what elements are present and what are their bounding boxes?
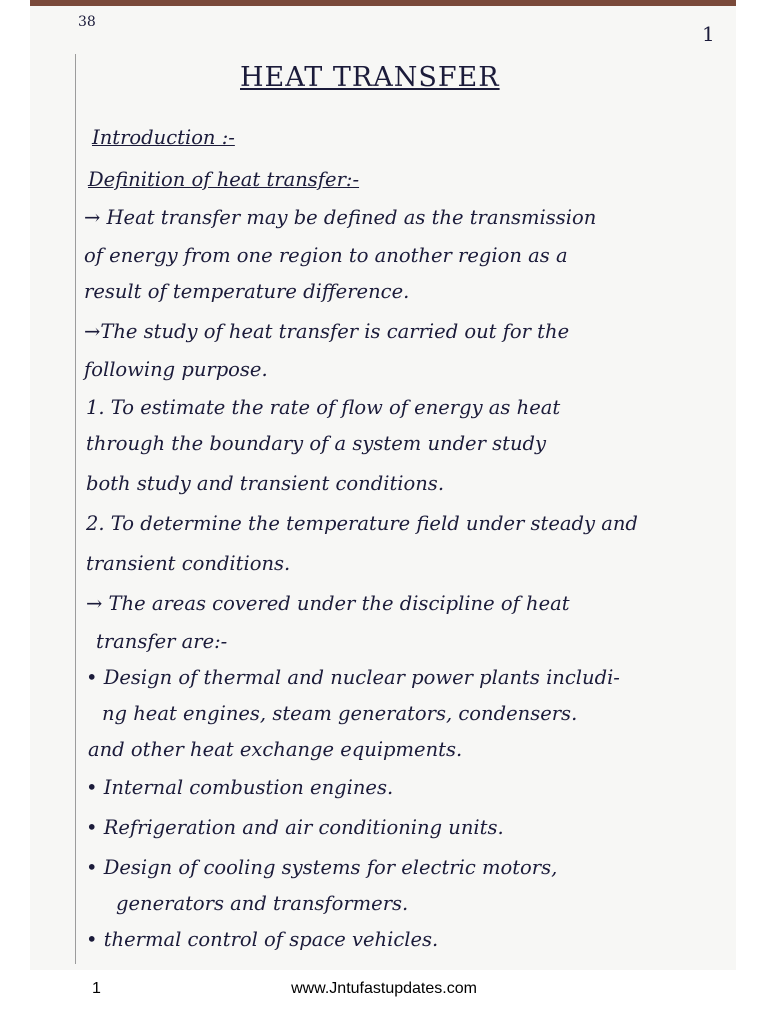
text-line: → The areas covered under the discipline of heat <box>86 592 570 615</box>
footer-url: www.Jntufastupdates.com <box>291 980 477 997</box>
bullet-item: • Refrigeration and air conditioning units. <box>86 816 504 839</box>
heading-introduction: Introduction :- <box>92 126 235 149</box>
page-title: HEAT TRANSFER <box>240 62 500 93</box>
text-line: 1. To estimate the rate of flow of energy as heat <box>86 396 561 419</box>
text-line: result of temperature difference. <box>84 280 410 303</box>
footer-page-number: 1 <box>92 980 101 997</box>
text-line: of energy from one region to another region as a <box>84 244 568 267</box>
heading-definition: Definition of heat transfer:- <box>88 168 360 191</box>
text-line: generators and transformers. <box>116 892 409 915</box>
text-line: through the boundary of a system under study <box>86 432 547 455</box>
bullet-item: • Internal combustion engines. <box>86 776 394 799</box>
text-line: transient conditions. <box>86 552 291 575</box>
text-line: and other heat exchange equipments. <box>88 738 463 761</box>
text-line: ng heat engines, steam generators, condensers. <box>102 702 578 725</box>
text-line: both study and transient conditions. <box>86 472 445 495</box>
text-line: → Heat transfer may be defined as the transmission <box>84 206 597 229</box>
bullet-item: • Design of thermal and nuclear power plants includi- <box>86 666 620 689</box>
margin-line <box>75 54 76 964</box>
corner-mark: 38 <box>78 14 96 30</box>
text-line: →The study of heat transfer is carried out for the <box>84 320 570 343</box>
bullet-item: • Design of cooling systems for electric motors, <box>86 856 558 879</box>
bullet-item: • thermal control of space vehicles. <box>86 928 439 951</box>
text-line: following purpose. <box>84 358 268 381</box>
page-number-handwritten: 1 <box>702 22 715 46</box>
text-line: transfer are:- <box>96 630 228 653</box>
text-line: 2. To determine the temperature field under steady and <box>86 512 638 535</box>
notebook-sheet <box>30 6 736 970</box>
